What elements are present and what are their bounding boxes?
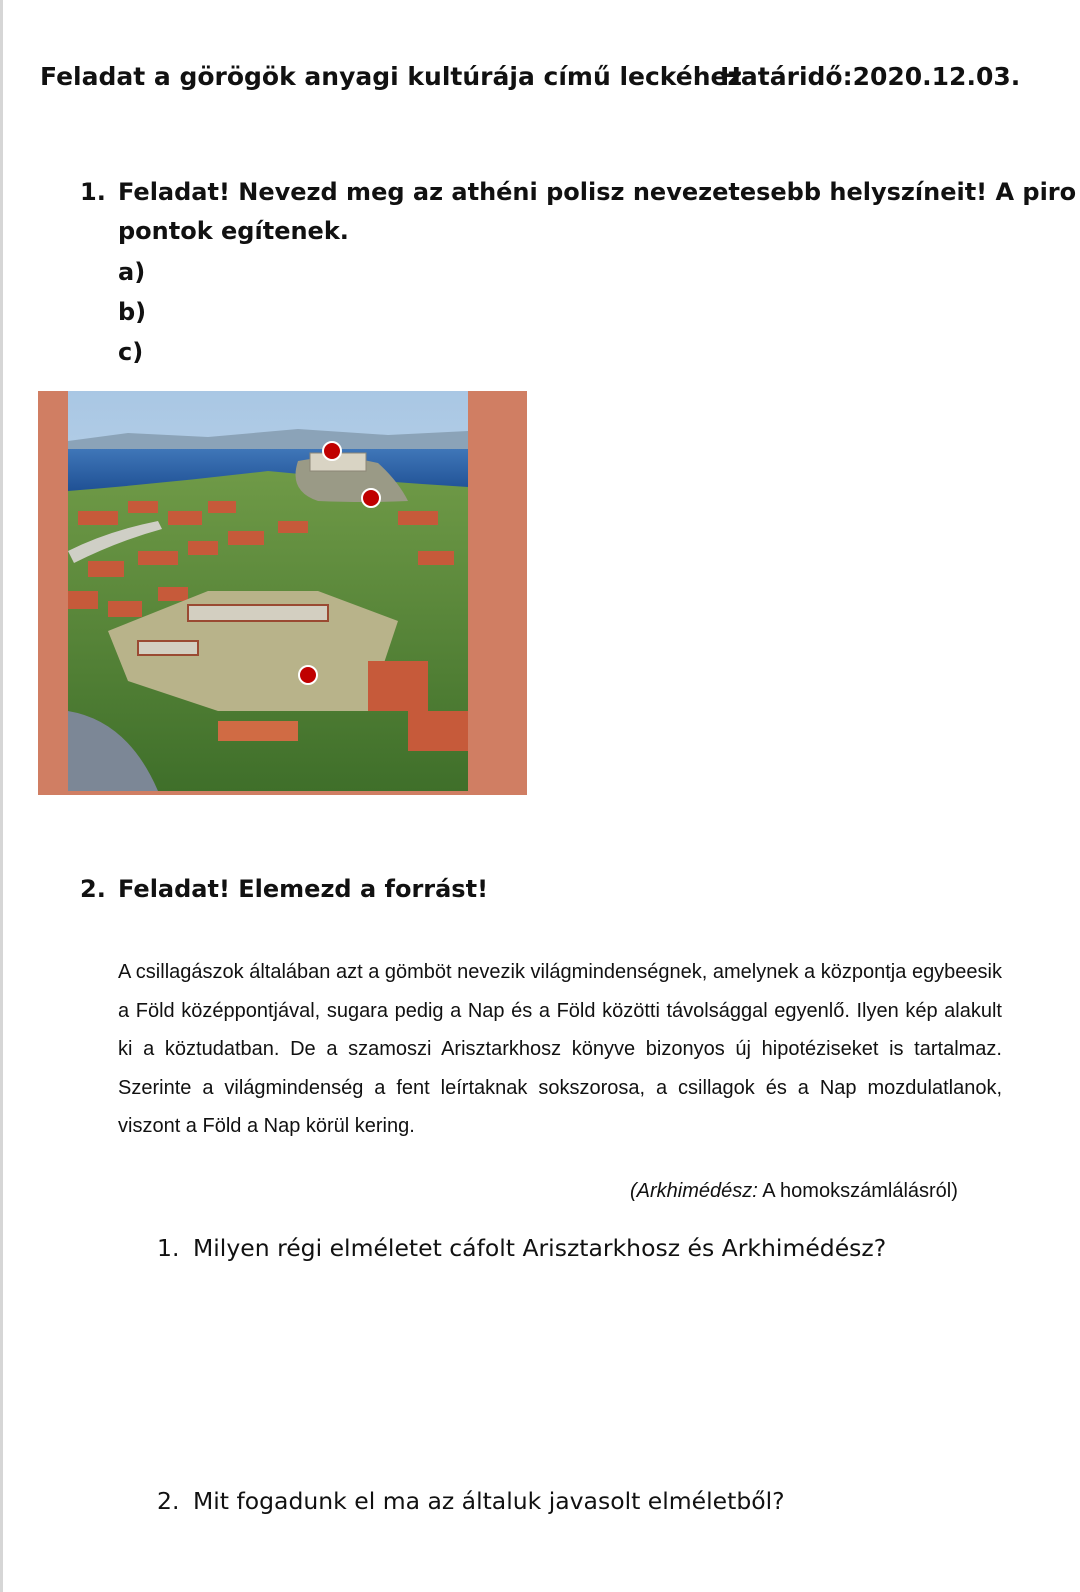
answer-a-label: a) <box>118 258 146 286</box>
athens-map-figure <box>38 391 527 795</box>
question-1-number: 1. <box>157 1234 180 1262</box>
worksheet-header <box>40 62 1040 102</box>
answer-c-label: c) <box>118 338 144 366</box>
map-marker-a <box>323 442 341 460</box>
question-2 <box>157 1487 785 1515</box>
worksheet-title: Feladat a görögök anyagi kultúrája című leckéhez <box>40 62 743 91</box>
task2-title: Feladat! Elemezd a forrást! <box>118 875 489 903</box>
task1-heading <box>80 173 1077 253</box>
task1-number: 1. <box>80 178 106 206</box>
task2-number: 2. <box>80 875 106 903</box>
question-1 <box>157 1234 886 1262</box>
source-citation <box>630 1180 958 1203</box>
map-marker-b <box>362 489 380 507</box>
answer-b-label: b) <box>118 298 147 326</box>
question-2-number: 2. <box>157 1487 180 1515</box>
question-2-text: Mit fogadunk el ma az általuk javasolt elméletből? <box>193 1487 785 1515</box>
deadline-label: Határidő:2020.12.03. <box>720 62 1021 91</box>
source-text: A csillagászok általában azt a gömböt nevezik világmindenségnek, amelynek a központja egybeesik a Föld középpontjával, sugara pedig a Nap és a Föld közötti távolsággal egyenlő. Ilyen kép alakult ki a köztudatban. De a szamoszi Arisztarkhosz könyve bizonyos új hipotéziseket is tartalmaz. Szerinte a világmindenség a fent leírtaknak sokszorosa, a csillagok és a Nap mozdulatlanok, viszont a Föld a Nap körül kering. <box>118 961 1002 1137</box>
task2-heading <box>80 870 780 910</box>
page-edge <box>0 0 3 1592</box>
athens-map-illustration <box>68 391 468 791</box>
task1-line2: pontok egítenek. <box>118 217 349 245</box>
task1-line1: Feladat! Nevezd meg az athéni polisz nevezetesebb helyszíneit! A piro <box>118 178 1077 206</box>
citation-author: (Arkhimédész: <box>630 1180 758 1202</box>
map-marker-c <box>299 666 317 684</box>
citation-work: A homokszámlálásról) <box>757 1180 958 1202</box>
question-1-text: Milyen régi elméletet cáfolt Arisztarkhosz és Arkhimédész? <box>193 1234 887 1262</box>
